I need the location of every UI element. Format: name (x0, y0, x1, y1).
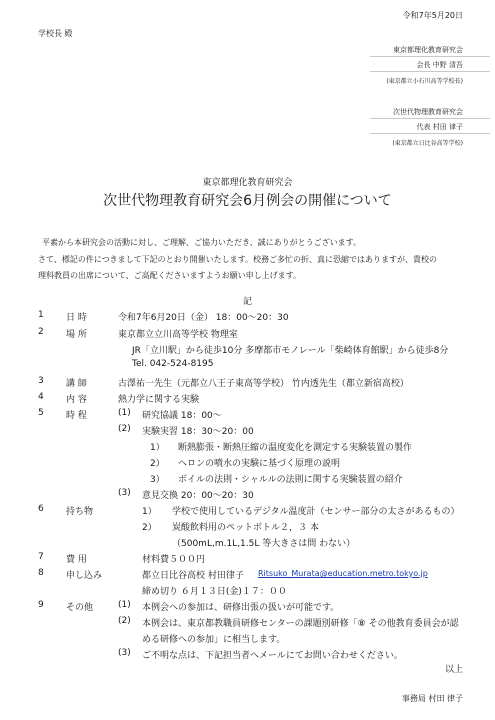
schedule-item-2: 実験実習 18：30～20：00 (142, 427, 254, 437)
schedule-num-2: (2) (118, 424, 131, 434)
item-label-content: 内 容 (66, 395, 87, 405)
sender2-affiliation: (東京都立日比谷高等学校) (392, 140, 463, 147)
item-number-1: 1 (38, 310, 44, 320)
item-value-venue-tel: Tel. 042-524-8195 (132, 359, 214, 369)
item-label-lecturer: 講 師 (66, 379, 87, 389)
item-number-5: 5 (38, 408, 44, 418)
application-email-link[interactable]: Ritsuko_Murata@education.metro.tokyo.jp (258, 569, 428, 578)
other-num-2: (2) (118, 616, 131, 626)
item-label-schedule: 時 程 (66, 411, 87, 421)
title-org: 東京都理化教育研究会 (202, 178, 293, 188)
application-deadline: 締め切り ６月１３日(金)１７：００ (142, 587, 287, 597)
other-item-1: 本例会への参加は、研修出張の扱いが可能です。 (142, 603, 340, 613)
sender1-rule-2 (370, 71, 490, 72)
sender2-rule-2 (370, 133, 490, 134)
schedule-item-3: 意見交換 20：00～20：30 (142, 491, 254, 501)
sender1-name: 会長 中野 清吾 (416, 61, 463, 69)
document-title: 次世代物理教育研究会6月例会の開催について (103, 193, 392, 209)
belongings-item-2-note: （500mL,m.1L,1.5L 等大きさは問 わない） (172, 539, 356, 549)
schedule-sub-item-1: 断熱膨張・断熱圧縮の温度変化を測定する実験装置の製作 (178, 443, 413, 453)
schedule-item-1: 研究協議 18：00～ (142, 411, 222, 421)
schedule-sub-num-3: 3） (150, 475, 165, 485)
belongings-item-2: 炭酸飲料用のペットボトル２，３ 本 (172, 523, 319, 533)
other-item-2-line-2: める研修への参加」に相当します。 (142, 635, 286, 645)
item-number-2: 2 (38, 327, 44, 337)
item-value-cost: 材料費５００円 (142, 555, 206, 565)
item-value-lecturer: 古澤祐一先生（元都立八王子東高等学校） 竹内透先生（都立新宿高校） (118, 379, 409, 389)
footer-secretariat: 事務局 村田 律子 (401, 694, 463, 703)
sender1-affiliation: (東京都立小石川高等学校長) (386, 78, 463, 85)
belongings-item-1: 学校で使用しているデジタル温度計（センサー部分の太さがあるもの） (172, 507, 460, 517)
item-label-application: 申し込み (66, 571, 103, 581)
intro-line-2: さて、標記の件につきまして下記のとおり開催いたします。校務ご多忙の折、真に恐縮ではありますが、貴校の (38, 255, 438, 264)
item-number-9: 9 (38, 600, 44, 610)
document-date: 令和7年5月20日 (402, 11, 463, 20)
sender1-org: 東京都理化教育研究会 (393, 46, 463, 54)
sender2-org: 次世代物理教育研究会 (393, 108, 463, 116)
item-label-cost: 費 用 (66, 555, 87, 565)
schedule-num-1: (1) (118, 408, 131, 418)
intro-line-3: 理科教員の出席について、ご高配くださいますようお願い申し上げます。 (38, 271, 302, 280)
schedule-sub-num-2: 2） (150, 459, 165, 469)
item-label-belongings: 持ち物 (66, 507, 94, 517)
closing-mark: 以上 (444, 665, 463, 675)
sender2-name: 代表 村田 律子 (416, 123, 463, 131)
schedule-sub-item-3: ボイルの法則・シャルルの法則に関する実験装置の紹介 (178, 475, 403, 485)
item-number-6: 6 (38, 504, 44, 514)
belongings-num-1: 1） (142, 507, 157, 517)
item-value-venue: 東京都立立川高等学校 物理室 (118, 330, 238, 340)
schedule-sub-num-1: 1） (150, 443, 165, 453)
sender1-rule-1 (370, 56, 490, 57)
item-number-8: 8 (38, 568, 44, 578)
item-value-datetime: 令和7年6月20日（金） 18：00～20：30 (118, 313, 289, 323)
item-number-4: 4 (38, 392, 44, 402)
item-value-content: 熱力学に関する実験 (118, 395, 200, 405)
other-item-3: ご不明な点は、下記担当者へメールにてお問い合わせください。 (142, 651, 403, 661)
belongings-num-2: 2） (142, 523, 157, 533)
other-item-2-line-1: 本例会は、東京都教職員研修センターの課題別研修「⑧ その他教育委員会が認 (142, 619, 459, 629)
intro-line-1: 平素から本研究会の活動に対し、ご理解、ご協力いただき、誠にありがとうございます。 (42, 238, 362, 247)
item-label-other: その他 (66, 603, 94, 613)
schedule-num-3: (3) (118, 488, 131, 498)
item-number-3: 3 (38, 376, 44, 386)
item-number-7: 7 (38, 552, 44, 562)
item-label-venue: 場 所 (66, 330, 87, 340)
sender2-rule-1 (370, 118, 490, 119)
schedule-sub-item-2: ヘロンの噴水の実験に基づく原理の説明 (178, 459, 341, 469)
item-value-venue-access: JR「立川駅」から徒歩10分 多摩都市モノレール「柴崎体育館駅」から徒歩8分 (132, 346, 449, 356)
other-num-1: (1) (118, 600, 131, 610)
application-contact: 都立日比谷高校 村田律子 (142, 571, 244, 581)
recipient: 学校長 殿 (38, 29, 73, 38)
item-label-datetime: 日 時 (66, 313, 87, 323)
other-num-3: (3) (118, 648, 131, 658)
ki-heading: 記 (242, 297, 252, 307)
